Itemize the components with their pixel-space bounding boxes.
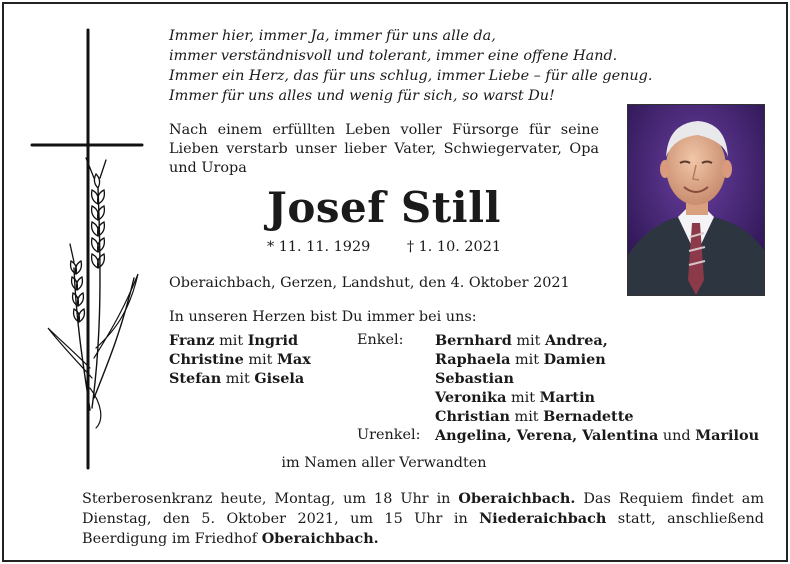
name: Bernhard — [435, 332, 512, 349]
name: Franz — [169, 332, 215, 349]
name: Andrea, — [544, 332, 608, 349]
poem — [169, 26, 689, 106]
life-dates — [169, 238, 599, 257]
name: Christine — [169, 351, 244, 368]
poem-line: Immer ein Herz, das für uns schlug, immer Liebe – für alle genug. — [169, 68, 653, 84]
family-row-grandchildren — [435, 388, 595, 408]
family-row-grandchildren — [435, 350, 606, 370]
poem-line: immer verständnisvoll und tolerant, immer eine offene Hand. — [169, 48, 618, 64]
portrait-photo-icon — [628, 105, 764, 295]
connector: mit — [219, 333, 244, 349]
name: Veronika — [435, 389, 507, 406]
great-grandchildren-label: Urenkel: — [357, 427, 421, 443]
family-row-children — [169, 331, 298, 351]
poem-line: Immer für uns alles und wenig für sich, so warst Du! — [169, 88, 555, 104]
name: Martin — [539, 389, 596, 406]
family-row-children — [169, 369, 304, 389]
footer-text: Das Requiem findet am Dienstag, den 5. Oktober 2021, um 15 Uhr in — [82, 491, 764, 527]
connector: mit — [516, 333, 541, 349]
connector: mit — [225, 371, 250, 387]
names: Angelina, Verena, Valentina — [435, 427, 659, 444]
family-row-children — [169, 350, 311, 370]
connector: mit — [515, 352, 540, 368]
footer-text: Sterberosenkranz heute, Montag, um 18 Uhr in — [82, 491, 459, 507]
grandchildren-label: Enkel: — [357, 332, 404, 348]
name: Gisela — [254, 370, 305, 387]
funeral-info — [82, 489, 764, 549]
family-row-grandchildren — [435, 369, 514, 389]
name: Bernadette — [543, 408, 634, 425]
footer-place: Oberaichbach. — [458, 490, 576, 507]
footer-place: Oberaichbach. — [261, 530, 379, 547]
footer-text: statt, anschließend Beerdigung im Friedhof — [82, 511, 764, 547]
hearts-line: In unseren Herzen bist Du immer bei uns: — [169, 309, 477, 325]
poem-line: Immer hier, immer Ja, immer für uns alle da, — [169, 28, 496, 44]
name: Raphaela — [435, 351, 511, 368]
connector: und — [662, 428, 691, 444]
place-date: Oberaichbach, Gerzen, Landshut, den 4. Oktober 2021 — [169, 275, 570, 291]
family-row-great-grandchildren — [435, 426, 759, 446]
intro-text: Nach einem erfüllten Leben voller Fürsorge für seine Lieben verstarb unser lieber Vater, Schwiegervater, Opa und Uropa — [169, 122, 599, 176]
relatives-line: im Namen aller Verwandten — [281, 455, 487, 471]
name: Sebastian — [435, 370, 514, 387]
birth-date: * 11. 11. 1929 — [266, 239, 371, 255]
obituary-notice — [2, 2, 788, 562]
connector: mit — [514, 409, 539, 425]
connector: mit — [510, 390, 536, 406]
death-date: † 1. 10. 2021 — [406, 239, 502, 255]
name: Max — [277, 351, 311, 368]
family-row-grandchildren — [435, 331, 608, 351]
footer-place: Niederaichbach — [479, 510, 607, 527]
family-row-grandchildren — [435, 407, 634, 427]
name: Ingrid — [247, 332, 299, 349]
portrait-photo — [627, 104, 765, 296]
deceased-name: Josef Still — [266, 183, 502, 232]
name: Christian — [435, 408, 510, 425]
name: Damien — [543, 351, 606, 368]
cross-with-wheat-icon — [30, 28, 160, 470]
name: Stefan — [169, 370, 222, 387]
name: Marilou — [695, 427, 760, 444]
connector: mit — [248, 352, 273, 368]
